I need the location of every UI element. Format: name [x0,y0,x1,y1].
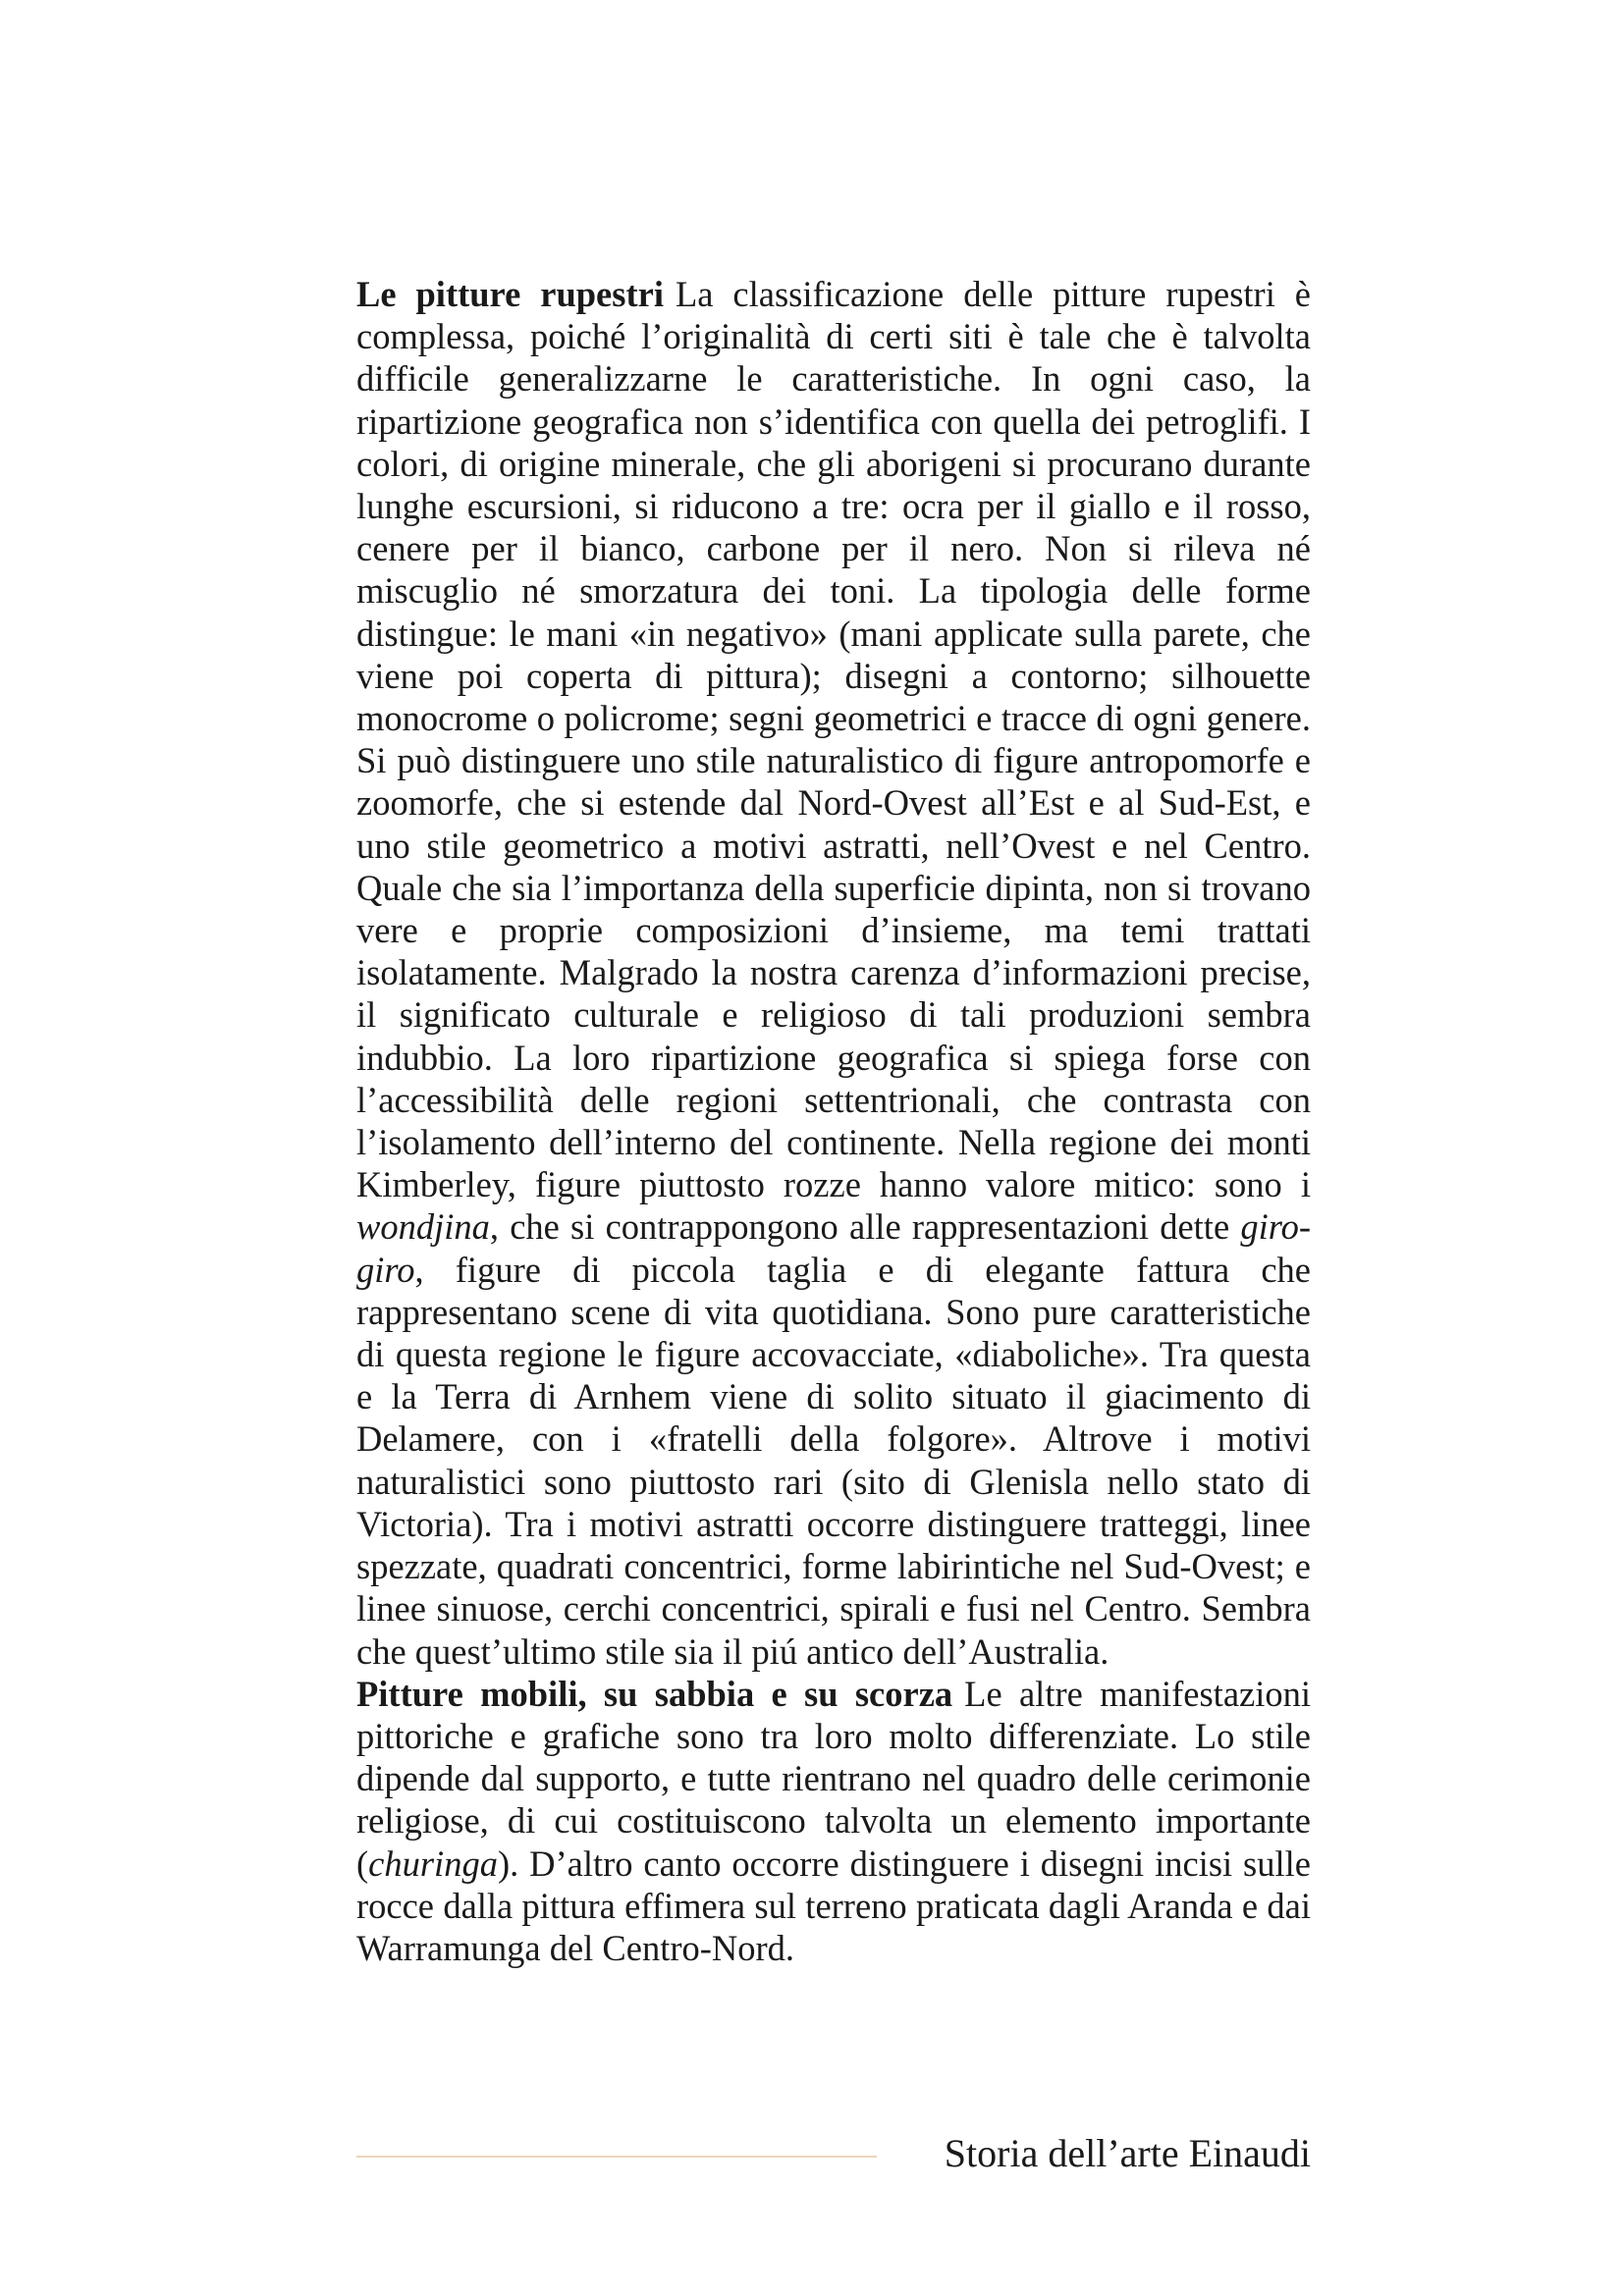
section-heading-pitture-mobili: Pitture mobili, su sabbia e su scorza [356,1673,953,1714]
paragraph-text: , figure di piccola taglia e di elegante fattura che rappresentano scene di vita quotidiana. Sono pure caratteristiche di questa regione le figure accovacciate, «diaboliche». Tra questa e la Terra di Arnhem viene di solito situato il giacimento di Delamere, con i «fratelli della folgore». Altrove i motivi naturalistici sono piuttosto rari (sito di Glenisla nello stato di Victoria). Tra i motivi astratti occorre distinguere tratteggi, linee spezzate, quadrati concentrici, forme labirintiche nel Sud-Ovest; e linee sinuose, cerchi concentrici, spirali e fusi nel Centro. Sembra che quest’ultimo stile sia il piú antico dell’Australia. [356,1249,1311,1672]
section-heading-pitture-rupestri: Le pitture rupestri [356,274,664,314]
paragraph-text: , che si contrappongono alle rappresentazioni dette [489,1206,1241,1248]
paragraph-pitture-rupestri [356,273,1311,1673]
italic-term-wondjina: wondjina [356,1206,490,1248]
paragraph-text: ). D’altro canto occorre distinguere i disegni incisi sulle rocce dalla pittura effimera sul terreno praticata dagli Aranda e dai Warramunga del Centro-Nord. [356,1842,1311,1968]
footer-rule [356,2156,877,2158]
italic-term-churinga: churinga [368,1842,498,1884]
body-text [356,273,1311,1969]
footer-title: Storia dell’arte Einaudi [944,2131,1311,2175]
italic-term-giro-giro: giro-giro [356,1206,1311,1290]
paragraph-text: La classificazione delle pitture rupestri è complessa, poiché l’originalità di certi siti è tale che è talvolta difficile generalizzarne le caratteristiche. In ogni caso, la ripartizione geografica non s’identifica con quella dei petroglifi. I colori, di origine minerale, che gli aborigeni si procurano durante lunghe escursioni, si riducono a tre: ocra per il giallo e il rosso, cenere per il bianco, carbone per il nero. Non si rileva né miscuglio né smorzatura dei toni. La tipologia delle forme distingue: le mani «in negativo» (mani applicate sulla parete, che viene poi coperta di pittura); disegni a contorno; silhouette monocrome o policrome; segni geometrici e tracce di ogni genere. Si può distinguere uno stile naturalistico di figure antropomorfe e zoomorfe, che si estende dal Nord-Ovest all’Est e al Sud-Est, e uno stile geometrico a motivi astratti, nell’Ovest e nel Centro. Quale che sia l’importanza della superficie dipinta, non si trovano vere e proprie composizioni d’insieme, ma temi trattati isolatamente. Malgrado la nostra carenza d’informazioni precise, il significato culturale e religioso di tali produzioni sembra indubbio. La loro ripartizione geografica si spiega forse con l’accessibilità delle regioni settentrionali, che contrasta con l’isolamento dell’interno del continente. Nella regione dei monti Kimberley, figure piuttosto rozze hanno valore mitico: sono i [356,274,1312,1205]
paragraph-text: Le altre manifestazioni pittoriche e grafiche sono tra loro molto differenziate. Lo stile dipende dal supporto, e tutte rientrano nel quadro delle cerimonie religiose, di cui costituiscono talvolta un elemento importante ( [356,1673,1312,1884]
paragraph-pitture-mobili [356,1673,1311,1969]
